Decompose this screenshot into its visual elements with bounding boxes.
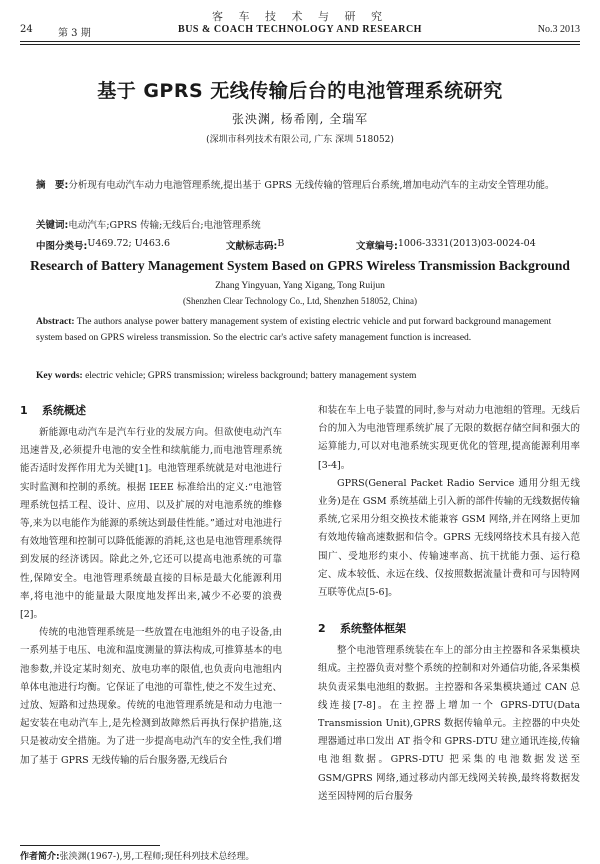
header-rule-top — [20, 41, 580, 42]
section-title-1: 系统概述 — [42, 404, 86, 417]
doc-code-value: B — [277, 238, 285, 249]
article-no-label: 文章编号: — [356, 241, 398, 252]
keywords-en — [36, 368, 566, 384]
footnote-text: 张泱渊(1967-),男,工程师;现任科列技术总经理。 — [59, 852, 255, 862]
body-column-left — [20, 402, 282, 770]
affiliation-cn: (深圳市科列技术有限公司, 广东 深圳 518052) — [206, 135, 394, 145]
authors-en: Zhang Yingyuan, Yang Xigang, Tong Ruijun — [215, 281, 385, 291]
section-heading-2 — [318, 620, 580, 638]
clc-label: 中图分类号: — [36, 241, 88, 252]
section-number-1: 1 — [20, 404, 28, 417]
issue-label: 第 3 期 — [58, 28, 91, 39]
abstract-en — [36, 314, 566, 346]
section-heading-1 — [20, 402, 282, 420]
header-rule-bottom — [20, 44, 580, 45]
author-footnote — [20, 849, 254, 862]
article-no-value: 1006-3331(2013)03-0024-04 — [397, 238, 536, 249]
paragraph: 和装在车上电子装置的同时,参与对动力电池组的管理。无线后台的加入为电池管理系统扩展了无限的数据存储空间和强大的运算能力,可以对电池系统实现更优化的管理,提高能源利用率[3-4]。 — [318, 405, 580, 471]
doc-code-label: 文献标志码: — [226, 241, 278, 252]
classification-line — [36, 238, 566, 252]
keywords-label-cn: 关键词: — [36, 220, 69, 231]
clc-value: U469.72; U463.6 — [87, 238, 170, 249]
keywords-cn — [36, 218, 566, 234]
paragraph: 传统的电池管理系统是一些放置在电池组外的电子设备,由一系列基于电压、电流和温度测量的算法构成,可推算基本的电池参数,并设定某时刻充、放电功率的限值,也负责向电池组内单体电池进行均衡。它保证了电池的可靠性,使之不发生过充、过放、短路和过热现象。传统的电池管理系统是和动力电池一起安装在电动汽车上,是先检测到故障然后再执行保护措施,这只是被动安全措施。为了进一步提高电动汽车的安全性,我们增加了基于 GPRS 无线传输的后台服务器,无线后台 — [20, 627, 282, 766]
footnote-label: 作者简介: — [20, 852, 60, 862]
abstract-label-cn: 摘 要: — [36, 180, 69, 191]
page-number: 24 — [20, 24, 33, 35]
keywords-text-cn: 电动汽车;GPRS 传输;无线后台;电池管理系统 — [68, 220, 261, 231]
issue-year: No.3 2013 — [537, 24, 580, 35]
keywords-label-en: Key words: — [36, 371, 83, 381]
authors-cn: 张泱渊, 杨希刚, 全瑞军 — [231, 112, 369, 126]
footnote-rule — [20, 845, 160, 846]
paragraph: 整个电池管理系统装在车上的部分由主控器和各采集模块组成。主控器负责对整个系统的控制和对外通信功能,各采集模块负责采集电池组的数据。主控器和各采集模块通过 CAN 总线连接[7-8]。在主控器上增加一个 GPRS-DTU(Data Transmission Unit),GPRS 数据传输单元。主控器的中央处理器通过串口发出 AT 指令和 GPRS-DTU 建立通讯连接,传输电池组数据。GPRS-DTU 把采集的电池数据发送至 GSM/GPRS 网络,通过移动内部无线网关转换,最终将数据发送至因特网的后台服务 — [318, 645, 580, 802]
abstract-label-en: Abstract: — [36, 317, 75, 327]
keywords-text-en: electric vehicle; GPRS transmission; wireless background; battery management system — [85, 371, 417, 381]
section-number-2: 2 — [318, 622, 326, 636]
section-title-2: 系统整体框架 — [340, 622, 406, 636]
abstract-text-en: The authors analyse power battery management system of existing electric vehicle and put forward background management system based on GPRS wireless transmission. So the electric car's active safety management function is increased. — [36, 317, 552, 343]
abstract-text-cn: 分析现有电动汽车动力电池管理系统,提出基于 GPRS 无线传输的管理后台系统,增加电动汽车的主动安全管理功能。 — [68, 180, 555, 191]
article-title-en: Research of Battery Management System Based on GPRS Wireless Transmission Background — [30, 258, 570, 273]
journal-name-en: BUS & COACH TECHNOLOGY AND RESEARCH — [178, 24, 422, 35]
article-title-cn: 基于 GPRS 无线传输后台的电池管理系统研究 — [97, 80, 503, 102]
paragraph: GPRS(General Packet Radio Service 通用分组无线业务)是在 GSM 系统基础上引入新的部件传输的无线数据传输系统,它采用分组交换技术能兼容 GSM 网络,并在网络上更加有效地传输高速数据和信令。GPRS 无线网络技术具有接入范围广、受地形约束小、传输速率高、抗干扰能力强、运行稳定、成本较低、永远在线、仅按照数据流量计费和可与因特网互联等优点[5-6]。 — [318, 477, 580, 599]
abstract-cn — [36, 178, 566, 194]
journal-name-cn: 客 车 技 术 与 研 究 — [212, 10, 388, 23]
running-header — [20, 24, 580, 40]
body-column-right — [318, 402, 580, 806]
affiliation-en: (Shenzhen Clear Technology Co., Ltd, Shenzhen 518052, China) — [183, 296, 417, 306]
paragraph: 新能源电动汽车是汽车行业的发展方向。但欲使电动汽车迅速普及,必须提升电池的安全性和续航能力,而电池管理系统能否适时发挥作用尤为关键[1]。电池管理系统就是对电池进行实时监测和控制的系统。根据 IEEE 标准给出的定义:“电池管理系统包括工程、设计、应用、以及扩展的对电池系统的维修等,来为以电能作为能源的系统达到最佳性能。”通过对电池进行有效地管理和控制可以降低能源的消耗,这也是电池管理系统得到发展的经济诱因。除此之外,它还可以提高电池系统的可靠性,保障安全。电池管理系统最直接的目标是最大化能源利用率,将电池中的能量最大限度地发挥出来,减少不必要的浪费[2]。 — [20, 427, 282, 621]
